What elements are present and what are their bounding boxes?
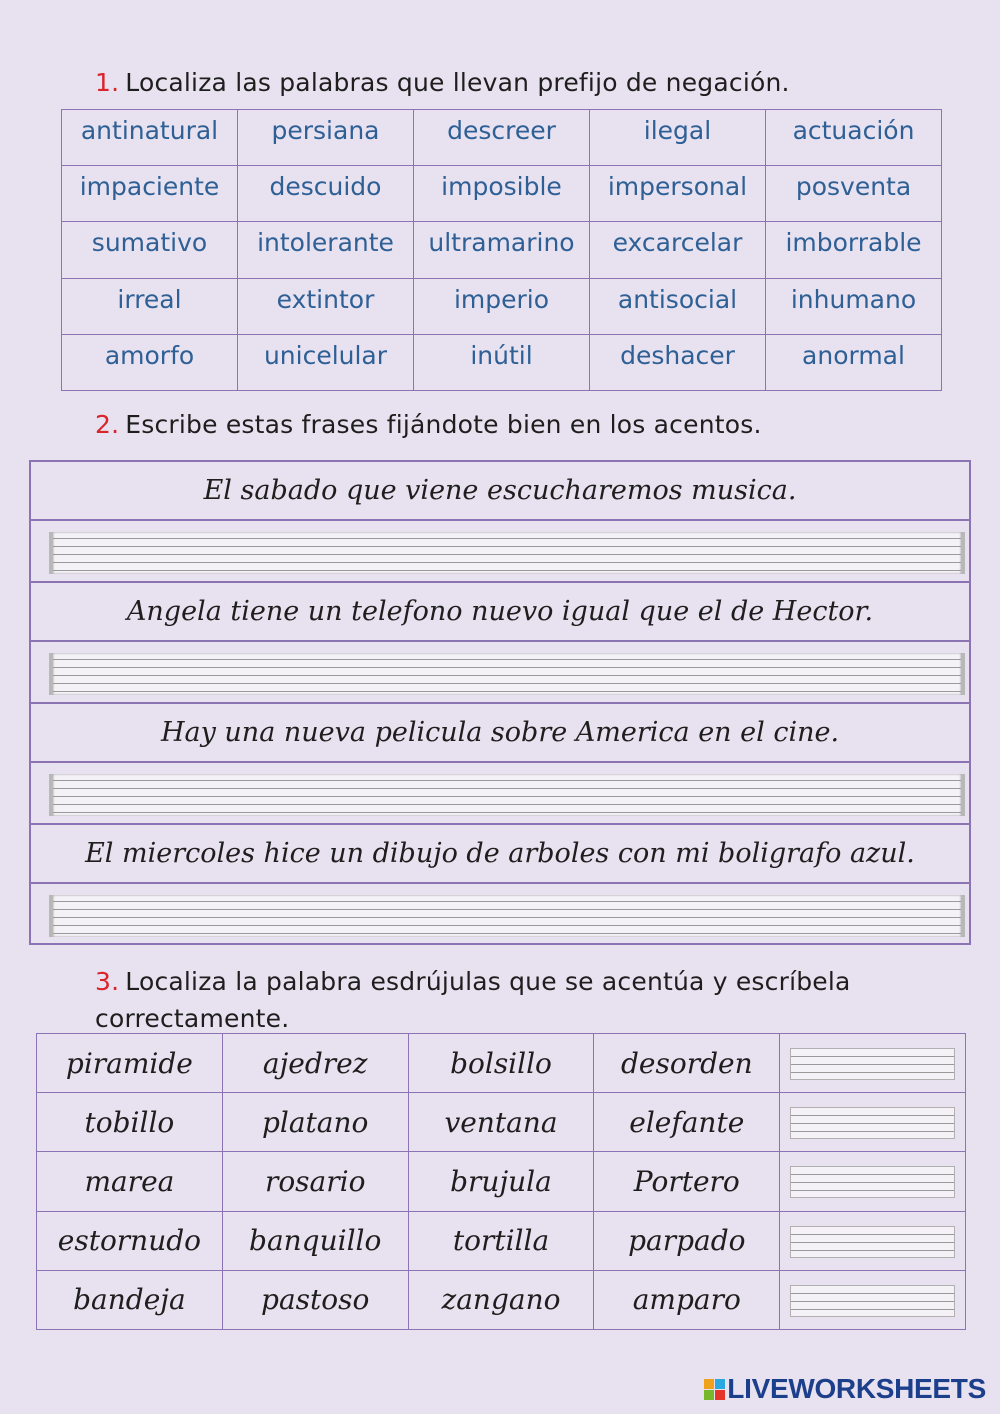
answer-cell[interactable] <box>780 1211 966 1270</box>
word-cell[interactable]: ultramarino <box>414 222 590 278</box>
word-cell: bolsillo <box>408 1034 594 1093</box>
word-cell: banquillo <box>222 1211 408 1270</box>
section-3-heading <box>95 963 940 1037</box>
word-cell[interactable]: excarcelar <box>590 222 766 278</box>
section-3-instruction: Localiza la palabra esdrújulas que se acentúa y escríbela correctamente. <box>95 967 851 1033</box>
word-cell[interactable]: anormal <box>766 334 942 390</box>
sentence-text: Angela tiene un telefono nuevo igual que el de Hector. <box>31 583 969 642</box>
word-cell[interactable]: sumativo <box>62 222 238 278</box>
answer-cell[interactable] <box>780 1093 966 1152</box>
esdrujula-word-table <box>36 1033 966 1330</box>
sentence-text: El sabado que viene escucharemos musica. <box>31 462 969 521</box>
writing-lines[interactable] <box>790 1285 955 1317</box>
word-cell: amparo <box>594 1270 780 1329</box>
table-row <box>62 222 942 278</box>
logo-square <box>704 1379 714 1389</box>
word-cell[interactable]: imposible <box>414 166 590 222</box>
word-cell[interactable]: irreal <box>62 278 238 334</box>
writing-lines[interactable] <box>790 1107 955 1139</box>
word-cell: brujula <box>408 1152 594 1211</box>
logo-mark-icon <box>704 1379 725 1400</box>
word-cell: parpado <box>594 1211 780 1270</box>
word-cell: tortilla <box>408 1211 594 1270</box>
answer-row <box>31 521 969 583</box>
logo-square <box>704 1390 714 1400</box>
table-row <box>37 1152 966 1211</box>
table-row <box>37 1093 966 1152</box>
word-cell: platano <box>222 1093 408 1152</box>
word-cell: rosario <box>222 1152 408 1211</box>
word-cell[interactable]: extintor <box>238 278 414 334</box>
word-cell: pastoso <box>222 1270 408 1329</box>
word-cell[interactable]: ilegal <box>590 110 766 166</box>
sentence-text: Hay una nueva pelicula sobre America en el cine. <box>31 704 969 763</box>
answer-row <box>31 884 969 946</box>
table-row <box>62 166 942 222</box>
prefix-word-table <box>61 109 942 391</box>
word-cell[interactable]: unicelular <box>238 334 414 390</box>
answer-cell[interactable] <box>780 1270 966 1329</box>
word-cell[interactable]: actuación <box>766 110 942 166</box>
word-cell[interactable]: imborrable <box>766 222 942 278</box>
word-cell: ajedrez <box>222 1034 408 1093</box>
writing-lines[interactable] <box>49 774 965 816</box>
word-cell: tobillo <box>37 1093 223 1152</box>
word-cell[interactable]: antinatural <box>62 110 238 166</box>
word-cell[interactable]: inútil <box>414 334 590 390</box>
word-cell: piramide <box>37 1034 223 1093</box>
word-cell[interactable]: intolerante <box>238 222 414 278</box>
writing-lines[interactable] <box>49 653 965 695</box>
section-1-heading <box>95 68 790 97</box>
section-1-instruction: Localiza las palabras que llevan prefijo de negación. <box>125 68 790 97</box>
word-cell: bandeja <box>37 1270 223 1329</box>
liveworksheets-logo <box>704 1373 986 1405</box>
section-2-number: 2. <box>95 410 120 439</box>
word-cell[interactable]: antisocial <box>590 278 766 334</box>
table-row <box>62 334 942 390</box>
section-2-instruction: Escribe estas frases fijándote bien en los acentos. <box>125 410 762 439</box>
section-1-number: 1. <box>95 68 120 97</box>
word-cell[interactable]: deshacer <box>590 334 766 390</box>
table-row <box>37 1034 966 1093</box>
sentence-writing-box <box>29 460 971 945</box>
word-cell: desorden <box>594 1034 780 1093</box>
word-cell: ventana <box>408 1093 594 1152</box>
writing-lines[interactable] <box>790 1226 955 1258</box>
answer-cell[interactable] <box>780 1152 966 1211</box>
logo-square <box>715 1379 725 1389</box>
writing-lines[interactable] <box>790 1048 955 1080</box>
writing-lines[interactable] <box>49 532 965 574</box>
word-cell[interactable]: imperio <box>414 278 590 334</box>
answer-row <box>31 642 969 704</box>
writing-lines[interactable] <box>49 895 965 937</box>
section-2-heading <box>95 410 762 439</box>
table-row <box>37 1211 966 1270</box>
word-cell[interactable]: inhumano <box>766 278 942 334</box>
word-cell[interactable]: impaciente <box>62 166 238 222</box>
word-cell[interactable]: persiana <box>238 110 414 166</box>
word-cell: estornudo <box>37 1211 223 1270</box>
table-row <box>62 110 942 166</box>
word-cell[interactable]: descuido <box>238 166 414 222</box>
word-cell: elefante <box>594 1093 780 1152</box>
answer-cell[interactable] <box>780 1034 966 1093</box>
sentence-text: El miercoles hice un dibujo de arboles con mi boligrafo azul. <box>31 825 969 884</box>
word-cell: zangano <box>408 1270 594 1329</box>
word-cell[interactable]: posventa <box>766 166 942 222</box>
word-cell: marea <box>37 1152 223 1211</box>
answer-row <box>31 763 969 825</box>
logo-square <box>715 1390 725 1400</box>
word-cell[interactable]: descreer <box>414 110 590 166</box>
table-row <box>62 278 942 334</box>
table-row <box>37 1270 966 1329</box>
logo-text: LIVEWORKSHEETS <box>727 1373 986 1404</box>
word-cell[interactable]: impersonal <box>590 166 766 222</box>
word-cell[interactable]: amorfo <box>62 334 238 390</box>
section-3-number: 3. <box>95 967 120 996</box>
writing-lines[interactable] <box>790 1166 955 1198</box>
word-cell: Portero <box>594 1152 780 1211</box>
